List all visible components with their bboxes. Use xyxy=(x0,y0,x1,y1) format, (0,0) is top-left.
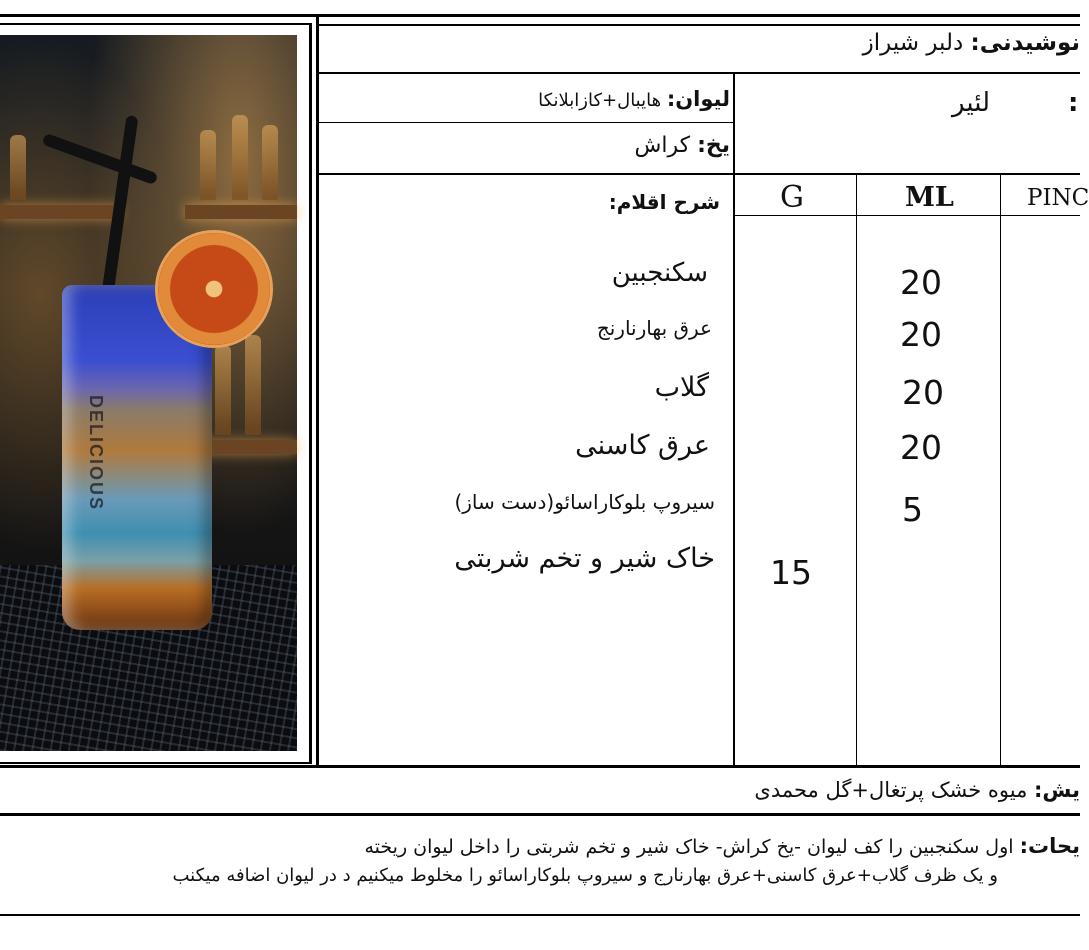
item-ml: 5 xyxy=(902,490,923,529)
drink-name-row xyxy=(863,30,1080,56)
item-ml: 20 xyxy=(902,373,944,412)
garnish-label: یش: xyxy=(1034,778,1080,802)
glass-label: لیوان: xyxy=(666,87,730,111)
col-g-header: G xyxy=(780,180,804,215)
item-ml: 20 xyxy=(900,315,942,354)
glass-row xyxy=(538,87,730,111)
item-name: گلاب xyxy=(654,372,709,403)
glass-print-text: DELICIOUS xyxy=(86,395,106,512)
item-name: سکنجبین xyxy=(611,258,708,288)
notes-text-2: و یک ظرف گلاب+عرق کاسنی+عرق بهارنارج و سیروپ بلوکاراسائو را مخلوط میکنیم د در لیوان اضافه میکنب xyxy=(172,865,998,886)
notes-text-1: اول سکنجبین را کف لیوان -یخ کراش- خاک شیر و تخم شربتی را داخل لیوان ریخته xyxy=(364,836,1014,858)
item-name: سیروپ بلوکاراسائو(دست ساز) xyxy=(454,490,715,514)
ice-value: کراش xyxy=(634,133,691,158)
col-pinch-header: PINC xyxy=(1027,185,1089,211)
item-ml: 20 xyxy=(900,263,942,302)
layer-label-mark: : xyxy=(1068,88,1079,118)
col-ml-header: ML xyxy=(905,182,954,213)
glass-value: هایبال+کازابلانکا xyxy=(538,90,662,111)
cocktail-photo xyxy=(0,35,297,751)
notes-label: یحات: xyxy=(1019,834,1080,858)
drink-value: دلبر شیراز xyxy=(862,30,964,56)
item-g: 15 xyxy=(770,553,812,592)
item-name: خاک شیر و تخم شربتی xyxy=(454,543,715,574)
drink-label: نوشیدنی: xyxy=(970,30,1080,56)
garnish-row xyxy=(754,778,1080,802)
items-header: شرح اقلام: xyxy=(608,190,720,214)
item-name: عرق کاسنی xyxy=(575,430,710,461)
item-ml: 20 xyxy=(900,428,942,467)
garnish-value: میوه خشک پرتغال+گل محمدی xyxy=(754,778,1028,802)
ice-label: یخ: xyxy=(697,133,730,158)
notes-line-1 xyxy=(364,834,1080,858)
ice-row xyxy=(634,133,730,158)
dried-orange-garnish xyxy=(155,230,273,348)
item-name: عرق بهارنارنج xyxy=(596,316,712,340)
